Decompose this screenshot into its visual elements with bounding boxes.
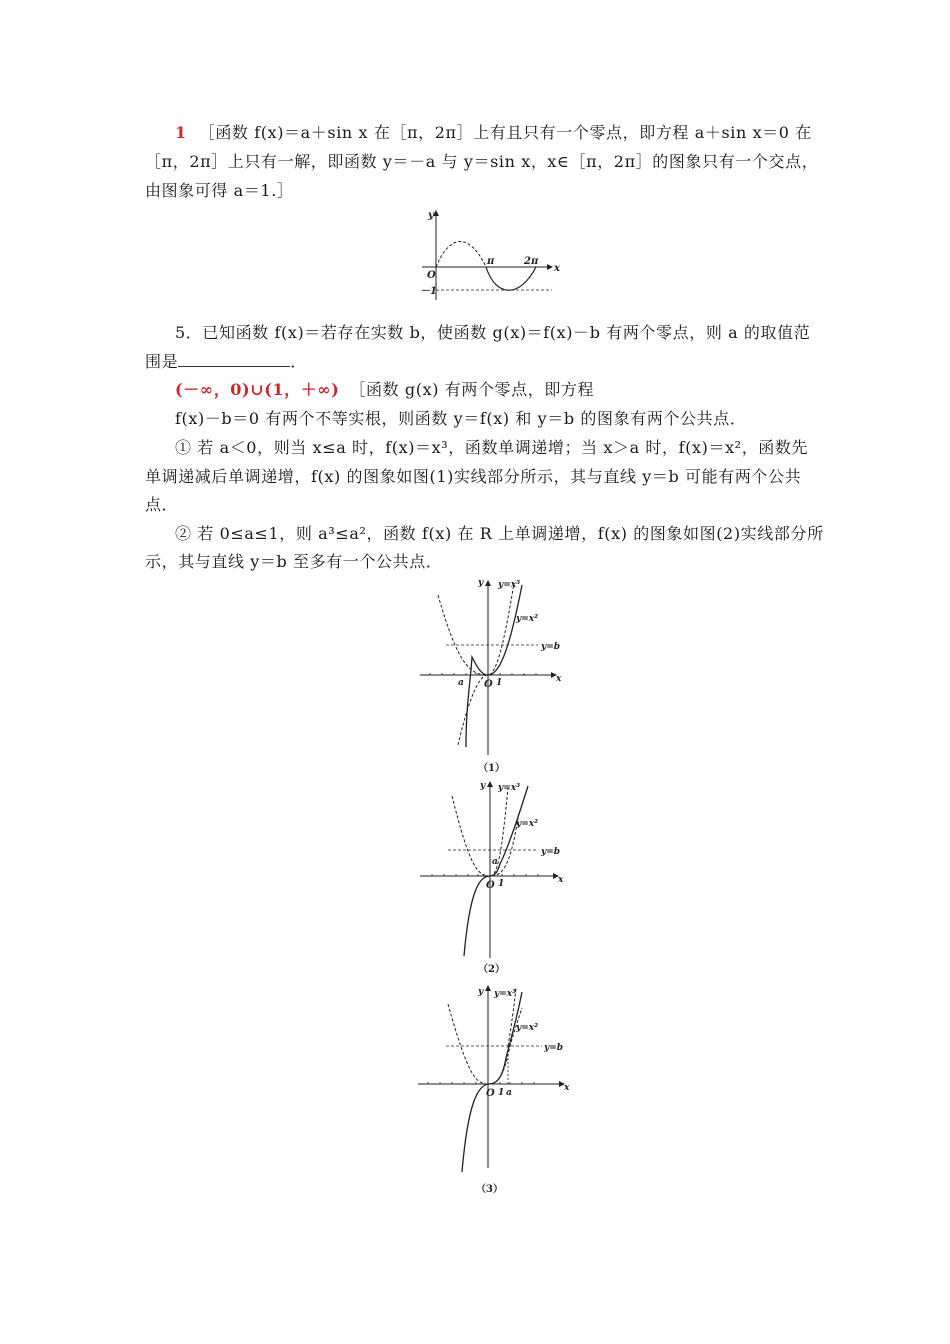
- p4-line-3: 由图象可得 a＝1.］: [145, 181, 294, 200]
- p4-line-1: [145, 123, 810, 143]
- fig3-solid-curve: [462, 992, 522, 1172]
- fig2-square-dashed: [452, 796, 518, 876]
- p5-case1-2: 单调递减后单调递增，f(x) 的图象如图(1)实线部分所示，其与直线 y＝b 可能有两个公共: [145, 467, 802, 486]
- sine-neg-one-label: －1: [420, 286, 437, 297]
- p5-answer: (－∞，0)∪(1，＋∞): [175, 380, 340, 399]
- fig1-a-label: a: [458, 678, 464, 688]
- p4-line-2: ［π，2π］上只有一解，即函数 y＝－a 与 y＝sin x，x∈［π，2π］的图象只有一个交点，: [145, 152, 819, 171]
- fig2-solid-curve: [464, 786, 528, 956]
- p4-text-1: ［函数 f(x)＝a＋sin x 在［π，2π］上有且只有一个零点，即方程 a＋sin x＝0 在: [198, 123, 812, 142]
- fig2-a-label: a: [492, 857, 498, 867]
- fig2-one-label: 1: [498, 879, 505, 889]
- sine-dashed-curve: [436, 242, 486, 268]
- fig3-origin-label: O: [486, 1088, 495, 1099]
- fig1-y-label: y: [478, 578, 484, 588]
- p5-case2-1: ② 若 0≤a≤1，则 a³≤a²，函数 f(x) 在 R 上单调递增，f(x) 的图象如图(2)实线部分所: [175, 524, 824, 543]
- sine-graph: [420, 205, 570, 305]
- answer-blank: [178, 352, 290, 367]
- fig2-caption: （2）: [478, 964, 505, 975]
- p5-question-2: [145, 352, 810, 372]
- fig3-x-label: x: [564, 1083, 570, 1093]
- sine-two-pi-label: 2π: [524, 256, 539, 267]
- sine-y-label: y: [428, 210, 434, 221]
- fig3-one-label: 1: [498, 1088, 505, 1098]
- sine-origin-label: O: [427, 270, 436, 281]
- fig3-cube-label: y=x³: [494, 989, 517, 999]
- fig1-cube-label: y=x³: [498, 580, 521, 590]
- fig1-caption: （1）: [478, 763, 505, 774]
- fig2-square-label: y=x²: [516, 819, 539, 829]
- p5-q2-end: ．: [290, 352, 307, 371]
- sine-x-label: x: [554, 263, 560, 274]
- fig3-a-label: a: [506, 1088, 512, 1098]
- fig1-origin-label: O: [484, 679, 493, 690]
- p5-solution-2: f(x)－b＝0 有两个不等实根，则函数 y＝f(x) 和 y＝b 的图象有两个公共点．: [175, 409, 747, 428]
- p5-case2-2: 示，其与直线 y＝b 至多有一个公共点．: [145, 552, 443, 571]
- figure-1: [410, 575, 570, 775]
- p5-question-1: 5．已知函数 f(x)＝若存在实数 b，使函数 g(x)＝f(x)－b 有两个零点，则 a 的取值范: [175, 323, 811, 342]
- fig1-square-label: y=x²: [516, 614, 539, 624]
- fig3-square-label: y=x²: [516, 1023, 539, 1033]
- fig3-y-label: y: [478, 987, 484, 997]
- fig3-caption: （3）: [476, 1184, 503, 1195]
- figure-3: [410, 982, 570, 1194]
- p5-case1-1: ① 若 a＜0，则当 x≤a 时，f(x)＝x³，函数单调递增；当 x＞a 时，f(x)＝x²，函数先: [175, 438, 809, 457]
- p5-q2-start: 围是: [145, 352, 179, 371]
- fig3-b-label: y=b: [544, 1043, 564, 1053]
- figure-2: [410, 778, 570, 978]
- p4-answer: 1: [175, 123, 187, 142]
- fig1-b-label: y=b: [541, 642, 561, 652]
- fig1-one-label: 1: [496, 678, 503, 688]
- fig2-origin-label: O: [486, 880, 495, 891]
- sine-pi-label: π: [487, 256, 495, 267]
- fig2-x-label: x: [558, 875, 564, 885]
- p5-sol-text-1: ［函数 g(x) 有两个零点，即方程: [349, 380, 595, 399]
- fig1-square-dashed: [438, 595, 488, 675]
- fig2-y-label: y: [480, 781, 486, 791]
- fig2-cube-label: y=x³: [498, 783, 521, 793]
- fig2-b-label: y=b: [541, 847, 561, 857]
- fig3-square-dashed: [448, 1004, 522, 1084]
- fig1-x-label: x: [556, 674, 562, 684]
- p5-solution-1: [175, 380, 810, 400]
- sine-solid-curve: [486, 267, 536, 290]
- fig1-solid-curve: [466, 585, 522, 747]
- p5-case1-3: 点．: [145, 495, 179, 514]
